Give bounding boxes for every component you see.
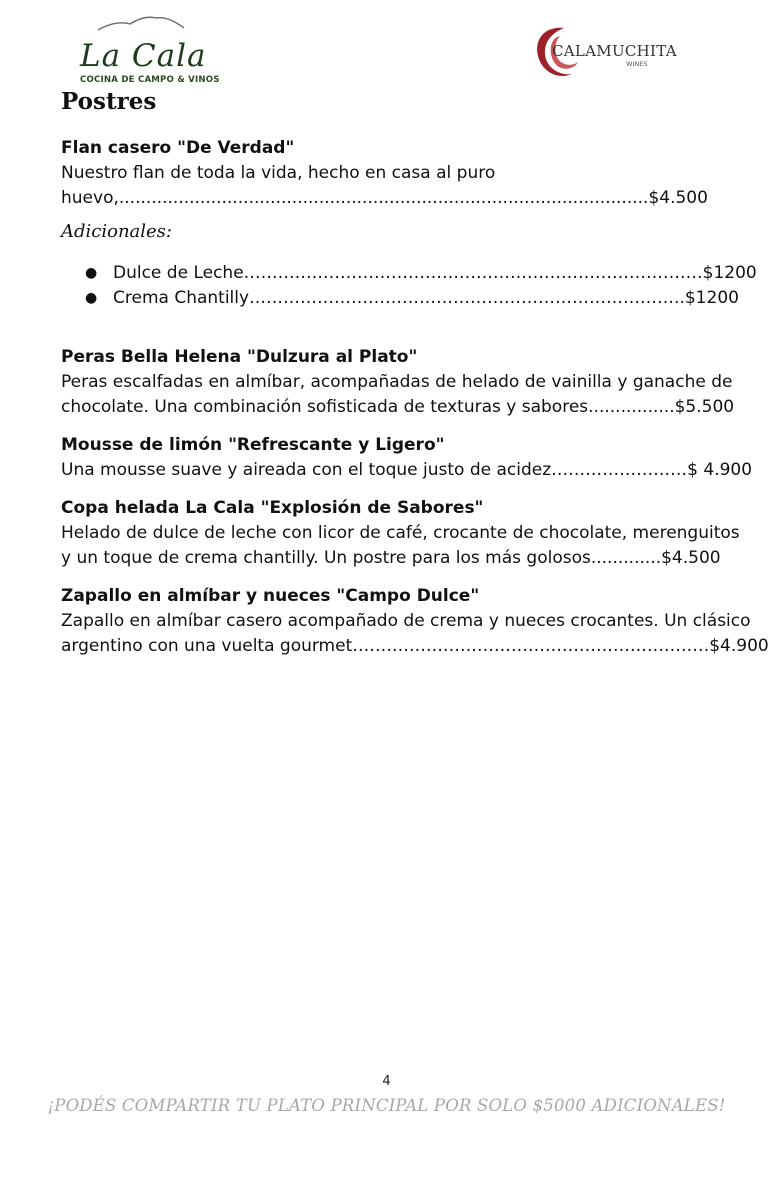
la-cala-logo: [78, 14, 220, 86]
menu-item-name: Mousse de limón "Refrescante y Ligero": [61, 435, 445, 455]
menu-item-description: Una mousse suave y aireada con el toque justo de acidez……………………$ 4.900: [61, 460, 753, 480]
menu-item-price-line: huevo,..................................................................................................$4.500: [61, 188, 708, 208]
menu-item-name: Flan casero "De Verdad": [61, 138, 295, 158]
bullet-icon: ●: [85, 290, 98, 306]
calamuchita-logo-subtitle: WINES: [626, 60, 648, 68]
menu-item-description: Nuestro flan de toda la vida, hecho en casa al puro huevo,..................................................................................................$4.500: [61, 163, 708, 208]
page-number: 4: [382, 1074, 391, 1089]
menu-item-flan: [61, 136, 731, 211]
menu-item-name: Peras Bella Helena "Dulzura al Plato": [61, 347, 418, 367]
bullet-icon: ●: [85, 265, 98, 281]
menu-item-copa: [61, 496, 740, 571]
list-item: ● Crema Chantilly…………………………………………………………………..$1200: [61, 286, 731, 311]
adicionales-list: [61, 261, 757, 311]
calamuchita-logo-name: CALAMUCHITA: [552, 42, 677, 60]
menu-item-description: Zapallo en almíbar casero acompañado de crema y nueces crocantes. Un clásico argentino con una vuelta gourmet………………………………………………………$4.900: [61, 611, 769, 656]
list-item: ● Dulce de Leche………………………………………………………………………$1200: [61, 261, 731, 286]
calamuchita-logo: [530, 22, 680, 84]
menu-item-name: Copa helada La Cala "Explosión de Sabores": [61, 498, 484, 518]
menu-content: [61, 136, 769, 659]
menu-item-name: Zapallo en almíbar y nueces "Campo Dulce": [61, 586, 480, 606]
menu-item-zapallo: [61, 584, 769, 659]
la-cala-logo-script: La Cala: [80, 38, 207, 74]
footer-promo-note: ¡PODÉS COMPARTIR TU PLATO PRINCIPAL POR SOLO $5000 ADICIONALES!: [47, 1096, 726, 1115]
menu-item-peras: [61, 345, 735, 420]
section-title: Postres: [61, 88, 157, 115]
menu-item-description: Peras escalfadas en almíbar, acompañadas de helado de vainilla y ganache de chocolate. Una combinación sofisticada de texturas y sabores................$5.500: [61, 372, 735, 417]
mountain-icon: [96, 14, 186, 34]
adicionales-title: Adicionales:: [61, 221, 172, 242]
menu-item-mousse: [61, 433, 753, 483]
la-cala-logo-subtitle: COCINA DE CAMPO & VINOS: [80, 75, 220, 85]
menu-item-description: Helado de dulce de leche con licor de café, crocante de chocolate, merenguitos y un toque de crema chantilly. Un postre para los más golosos.............$4.500: [61, 523, 740, 568]
